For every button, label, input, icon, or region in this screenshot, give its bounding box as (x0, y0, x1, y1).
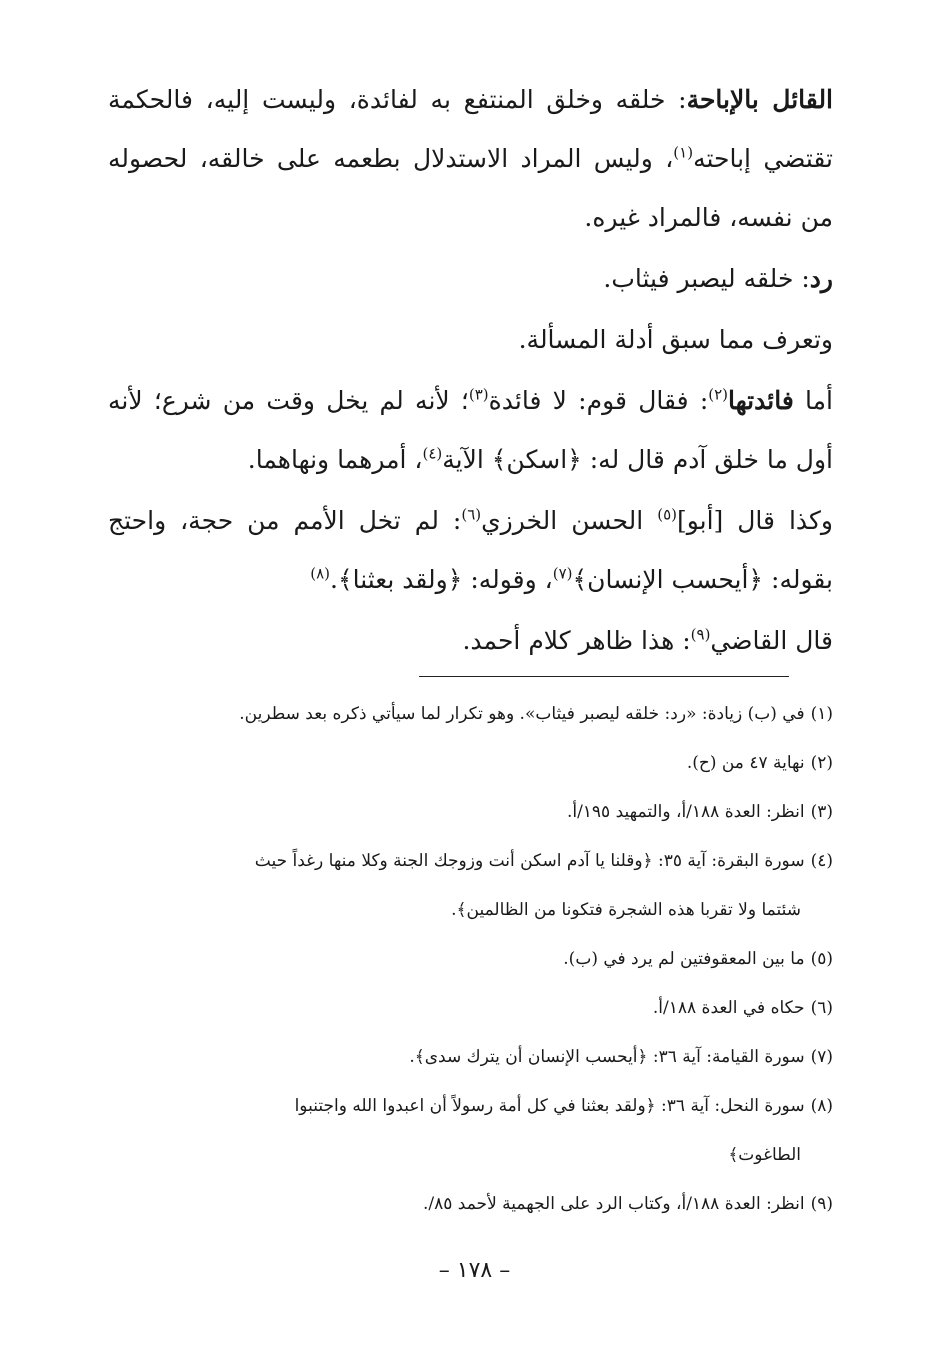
paragraph-khirzi (108, 491, 833, 609)
footnote-8 (108, 1082, 833, 1131)
footnote-number: (٢) (810, 753, 833, 773)
footnote-9 (108, 1180, 833, 1229)
footnote-text: نهاية ٤٧ من (ح). (686, 753, 805, 773)
footnote-text: انظر: العدة ١٨٨/أ، وكتاب الرد على الجهمية لأحمد ٨٥/. (423, 1194, 805, 1214)
text-line: : لم تخل الأمم من حجة، واحتج (108, 506, 462, 535)
footnote-5 (108, 935, 833, 984)
footnote-ref[interactable]: (٥) (657, 505, 677, 524)
footnote-3 (108, 788, 833, 837)
footnote-number: (٨) (810, 1096, 833, 1116)
text-line: ، وليس المراد الاستدلال بطعمه على خالقه، لحصوله من (108, 144, 833, 232)
main-text (108, 70, 833, 670)
text-line: بقوله: ﴿أيحسب الإنسان﴾ (572, 565, 833, 594)
text-line: وكذا قال [أبو] (676, 506, 834, 535)
footnote-text: في (ب) زيادة: «رد: خلقه ليصبر فيثاب». وهو تكرار لما سيأتي ذكره بعد سطرين. (239, 704, 805, 724)
footnote-number: (٥) (810, 949, 833, 969)
footnote-2 (108, 739, 833, 788)
text-line: : خلقه وخلق المنتفع به لفائدة، وليست إليه، فالحكمة (108, 85, 687, 114)
footnote-number: (٤) (810, 851, 833, 871)
footnotes (108, 690, 833, 1229)
footnote-text: الطاغوت﴾ (728, 1145, 801, 1165)
paragraph-faida (108, 371, 833, 489)
footnote-text: سورة النحل: آية ٣٦: ﴿ولقد بعثنا في كل أمة رسولاً أن اعبدوا الله واجتنبوا (294, 1096, 805, 1116)
footnote-text: سورة البقرة: آية ٣٥: ﴿وقلنا يا آدم اسكن أنت وزوجك الجنة وكلا منها رغداً حيث (254, 851, 805, 871)
footnote-number: (٧) (810, 1047, 833, 1067)
text-line: الحسن الخرزي (481, 506, 658, 535)
footnote-ref[interactable]: (٢) (708, 385, 729, 404)
footnote-text: ما بين المعقوفتين لم يرد في (ب). (563, 949, 805, 969)
text-line: تقتضي إباحته (693, 144, 833, 173)
page-number: – ١٧٨ – (438, 1258, 511, 1283)
footnote-ref[interactable]: (٨) (310, 564, 330, 583)
footnote-4-continued (108, 886, 833, 935)
footnote-ref[interactable]: (٧) (552, 564, 573, 583)
term-ibaha: القائل بالإباحة (686, 85, 834, 114)
text-line: ؛ لأنه لم يخل وقت من شرع؛ (153, 386, 469, 415)
footnote-ref[interactable]: (١) (673, 143, 694, 162)
term-radd: رد (809, 264, 833, 293)
paragraph-ibaha (108, 70, 833, 247)
text-line: نفسه، فالمراد غيره. (584, 203, 793, 232)
footnote-number: (١) (810, 704, 833, 724)
footnote-8-continued (108, 1131, 833, 1180)
footnote-ref[interactable]: (٩) (690, 625, 711, 644)
paragraph-qadi (108, 611, 833, 670)
text-line: قال القاضي (710, 626, 833, 655)
footnote-4 (108, 837, 833, 886)
footnote-ref[interactable]: (٣) (468, 385, 489, 404)
footnote-text: شئتما ولا تقربا هذه الشجرة فتكونا من الظالمين﴾. (451, 900, 801, 920)
paragraph-adilla (108, 310, 833, 369)
footnote-ref[interactable]: (٤) (422, 444, 443, 463)
footnote-7 (108, 1033, 833, 1082)
footnote-6 (108, 984, 833, 1033)
term-faida: فائدتها (728, 386, 794, 415)
text-line: ، أمرهما ونهاهما. (247, 445, 423, 474)
footnote-ref[interactable]: (٦) (461, 505, 482, 524)
footnote-number: (٩) (810, 1194, 833, 1214)
text-line: : هذا ظاهر كلام أحمد. (462, 626, 691, 655)
footnote-number: (٦) (810, 998, 833, 1018)
text-line: : خلقه ليصبر فيثاب. (603, 264, 810, 293)
text-line: : فقال قوم: لا فائدة (488, 386, 709, 415)
footnote-text: حكاه في العدة ١٨٨/أ. (652, 998, 805, 1018)
text-line: أما (793, 386, 833, 415)
footnote-number: (٣) (810, 802, 833, 822)
text-line: وتعرف مما سبق أدلة المسألة. (518, 325, 833, 354)
footnote-separator (419, 676, 789, 677)
text-line: لأنه أول ما خلق آدم قال له: ﴿اسكن﴾ الآية (108, 386, 833, 474)
footnote-text: انظر: العدة ١٨٨/أ، والتمهيد ١٩٥/أ. (566, 802, 805, 822)
footnote-text: سورة القيامة: آية ٣٦: ﴿أيحسب الإنسان أن يترك سدى﴾. (409, 1047, 805, 1067)
footnote-1 (108, 690, 833, 739)
text-line: ، وقوله: ﴿ولقد بعثنا﴾. (330, 565, 553, 594)
paragraph-radd (108, 249, 833, 308)
